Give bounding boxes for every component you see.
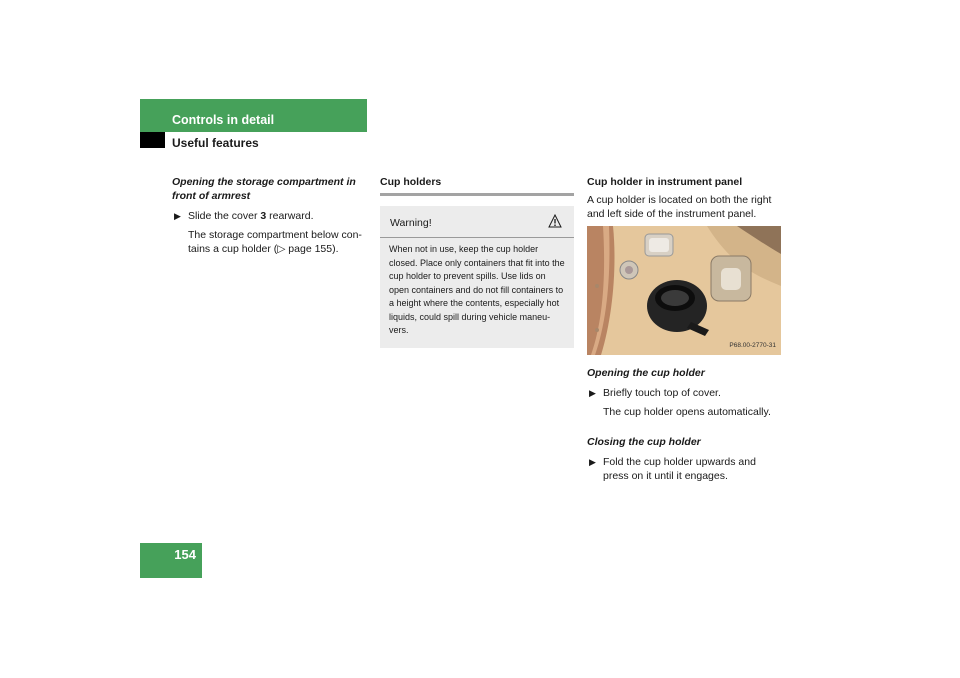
page-number: 154 bbox=[174, 547, 196, 562]
bullet-triangle-icon: ▶ bbox=[174, 211, 181, 221]
section-title: Controls in detail bbox=[172, 113, 275, 127]
storage-step-text: Slide the cover bbox=[188, 210, 261, 222]
page-reference-arrow-icon: ▷ bbox=[277, 243, 286, 255]
opening-step bbox=[587, 386, 783, 400]
warning-text: When not in use, keep the cup holder closed. Place only containers that fit into the cup holder to prevent spills. Use lids on open containers and do not fill containers to a height where the contents, especially hot liquids, could spill during vehicle maneu-vers. bbox=[389, 244, 565, 335]
warning-box bbox=[380, 206, 574, 348]
storage-heading: Opening the storage compartment in front of armrest bbox=[172, 176, 356, 202]
closing-step-text: Fold the cup holder upwards and press on it until it engages. bbox=[603, 456, 756, 482]
page-reference-text[interactable]: page 155). bbox=[285, 243, 339, 255]
closing-step bbox=[587, 455, 783, 483]
cup-holders-heading: Cup holders bbox=[380, 176, 442, 188]
warning-header bbox=[380, 206, 574, 238]
page-number-box bbox=[140, 543, 202, 578]
cup-holder-photo bbox=[587, 226, 781, 355]
header-tab-marker bbox=[140, 132, 165, 148]
warning-triangle-icon bbox=[548, 214, 562, 232]
opening-step-text: Briefly touch top of cover. bbox=[603, 387, 721, 399]
instrument-panel-heading: Cup holder in instrument panel bbox=[587, 176, 743, 188]
storage-step-text-end: rearward. bbox=[266, 210, 314, 222]
bullet-triangle-icon: ▶ bbox=[589, 457, 596, 467]
storage-note bbox=[172, 228, 362, 256]
storage-note-text: The storage compartment below con-tains a cup holder ( bbox=[188, 229, 362, 255]
sub-title: Useful features bbox=[172, 136, 259, 150]
column-right bbox=[587, 175, 783, 488]
instrument-panel-intro: A cup holder is located on both the right and left side of the instrument panel. bbox=[587, 194, 772, 220]
closing-heading: Closing the cup holder bbox=[587, 436, 701, 448]
column-middle bbox=[380, 175, 574, 348]
bullet-triangle-icon: ▶ bbox=[589, 388, 596, 398]
opening-heading: Opening the cup holder bbox=[587, 367, 705, 379]
storage-step-item-number: 3 bbox=[260, 210, 267, 222]
heading-rule bbox=[380, 193, 574, 196]
image-reference-code: P68.00-2770-31 bbox=[729, 342, 776, 349]
column-left bbox=[172, 175, 362, 266]
opening-result: The cup holder opens automatically. bbox=[603, 406, 771, 418]
storage-step bbox=[172, 209, 362, 223]
warning-title: Warning! bbox=[390, 217, 432, 229]
